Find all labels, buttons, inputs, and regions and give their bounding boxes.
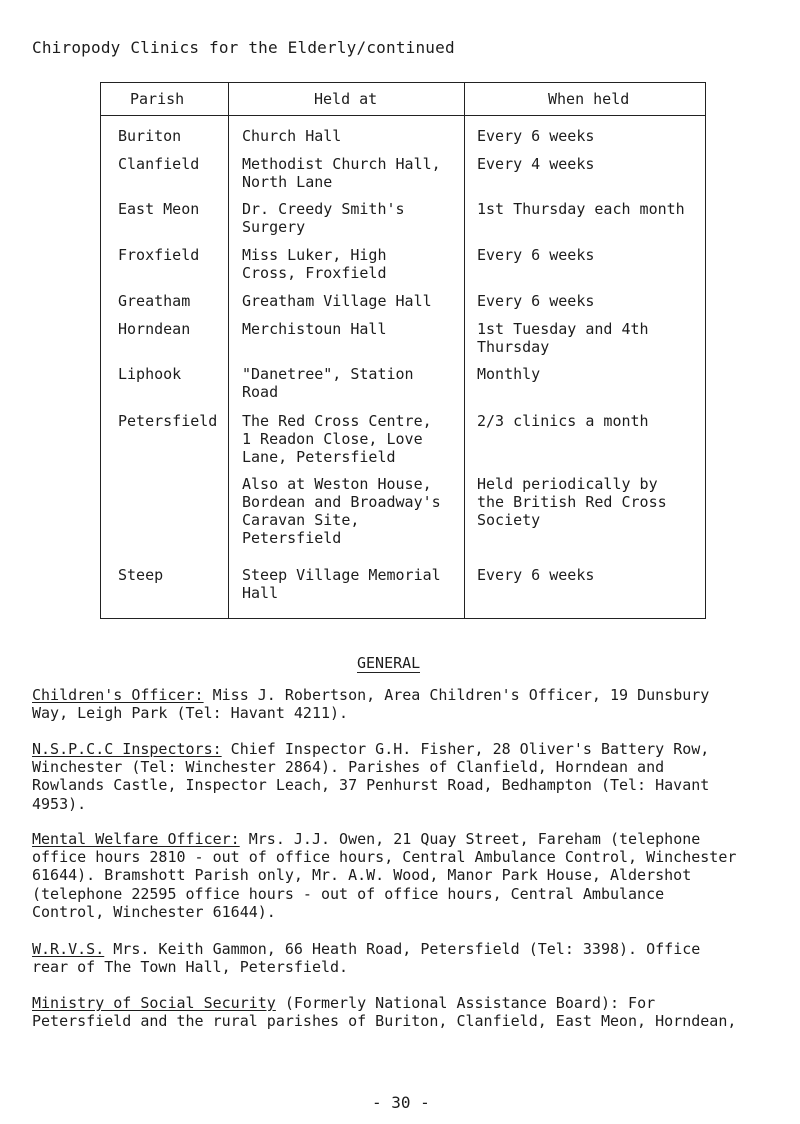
cell-parish: Liphook — [118, 365, 182, 383]
cell-held-at: Greatham Village Hall — [242, 292, 432, 310]
cell-held-at: Steep Village Memorial Hall — [242, 566, 441, 602]
header-divider — [100, 115, 706, 116]
cell-held-at: Also at Weston House, Bordean and Broadway's Caravan Site, Petersfield — [242, 475, 441, 547]
cell-held-at: Miss Luker, High Cross, Froxfield — [242, 246, 387, 282]
text-childrens-officer: Miss J. Robertson, Area Children's Officer, 19 Dunsbury Way, Leigh Park (Tel: Havant 4211). — [32, 686, 710, 723]
cell-held-at: Church Hall — [242, 127, 342, 145]
page-number: - 30 - — [372, 1093, 430, 1112]
label-wrvs: W.R.V.S. — [32, 940, 105, 958]
column-divider — [464, 82, 465, 619]
cell-when-held: 1st Tuesday and 4th Thursday — [477, 320, 649, 356]
cell-held-at: Dr. Creedy Smith's Surgery — [242, 200, 405, 236]
cell-held-at: Methodist Church Hall, North Lane — [242, 155, 441, 191]
paragraph-wrvs — [32, 940, 782, 976]
text-wrvs: Mrs. Keith Gammon, 66 Heath Road, Petersfield (Tel: 3398). Office rear of The Town Hall, Petersfield. — [32, 940, 701, 977]
header-parish: Parish — [130, 90, 185, 108]
label-nspcc-inspectors: N.S.P.C.C Inspectors: — [32, 740, 222, 758]
cell-when-held: Every 6 weeks — [477, 292, 595, 310]
cell-when-held: Every 6 weeks — [477, 246, 595, 264]
paragraph-mental-welfare-officer — [32, 830, 782, 921]
header-held-at: Held at — [314, 90, 378, 108]
page-heading: Chiropody Clinics for the Elderly/continued — [32, 38, 455, 57]
paragraph-ministry-social-security — [32, 994, 782, 1030]
clinics-table — [100, 82, 706, 619]
text-nspcc-inspectors: Chief Inspector G.H. Fisher, 28 Oliver's Battery Row, Winchester (Tel: Winchester 2864). Parishes of Clanfield, Horndean and Rowlands Castle, Inspector Leach, 37 Penhurst Road, Bedhampton (Tel: Havant 4953). — [32, 740, 710, 813]
text-ministry-social-security: (Formerly National Assistance Board): For Petersfield and the rural parishes of Buriton, Clanfield, East Meon, Horndean, — [32, 994, 737, 1031]
cell-parish: Buriton — [118, 127, 182, 145]
paragraph-childrens-officer — [32, 686, 782, 722]
cell-parish: East Meon — [118, 200, 200, 218]
cell-parish: Steep — [118, 566, 164, 584]
cell-held-at: The Red Cross Centre, 1 Readon Close, Love Lane, Petersfield — [242, 412, 432, 466]
text-mental-welfare-officer: Mrs. J.J. Owen, 21 Quay Street, Fareham (telephone office hours 2810 - out of office hours, Central Ambulance Control, Winchester 61644). Bramshott Parish only, Mr. A.W. Wood, Manor Park House, Aldershot (telephone 22595 office hours - out of office hours, Central Ambulance Control, Winchester 61644). — [32, 830, 737, 921]
cell-held-at: "Danetree", Station Road — [242, 365, 414, 401]
cell-parish: Froxfield — [118, 246, 200, 264]
label-mental-welfare-officer: Mental Welfare Officer: — [32, 830, 240, 848]
header-when-held: When held — [548, 90, 630, 108]
cell-held-at: Merchistoun Hall — [242, 320, 387, 338]
label-ministry-social-security: Ministry of Social Security — [32, 994, 276, 1012]
cell-when-held: 1st Thursday each month — [477, 200, 685, 218]
cell-parish: Greatham — [118, 292, 191, 310]
cell-when-held: Every 4 weeks — [477, 155, 595, 173]
cell-when-held: Held periodically by the British Red Cross Society — [477, 475, 667, 529]
cell-parish: Clanfield — [118, 155, 200, 173]
cell-when-held: Every 6 weeks — [477, 127, 595, 145]
cell-when-held: Every 6 weeks — [477, 566, 595, 584]
cell-when-held: Monthly — [477, 365, 541, 383]
paragraph-nspcc-inspectors — [32, 740, 782, 813]
cell-parish: Horndean — [118, 320, 191, 338]
cell-when-held: 2/3 clinics a month — [477, 412, 649, 430]
section-title-general: GENERAL — [357, 654, 421, 672]
label-childrens-officer: Children's Officer: — [32, 686, 204, 704]
cell-parish: Petersfield — [118, 412, 218, 430]
